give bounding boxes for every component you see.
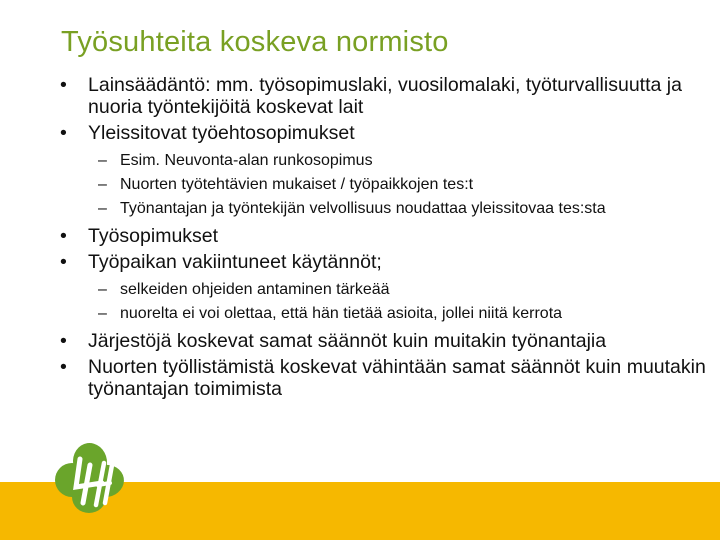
sub-bullet-marker: – — [98, 176, 107, 193]
bullet-marker: • — [60, 356, 67, 378]
bullet-text: Nuorten työllistämistä koskevat vähintään samat säännöt kuin muutakin työnantajan toimimista — [88, 356, 706, 400]
sub-bullet-text: Työnantajan ja työntekijän velvollisuus noudattaa yleissitovaa tes:sta — [120, 200, 606, 217]
bullet-marker: • — [60, 251, 67, 273]
sub-bullet-text: Nuorten työtehtävien mukaiset / työpaikkojen tes:t — [120, 176, 474, 193]
bullet-text: Työsopimukset — [88, 225, 219, 247]
bullet-marker: • — [60, 122, 67, 144]
bullet-text: Työpaikan vakiintuneet käytännöt; — [88, 251, 382, 273]
bullet-text: Yleissitovat työehtosopimukset — [88, 122, 355, 144]
bullet-text: Järjestöjä koskevat samat säännöt kuin muitakin työnantajia — [88, 330, 607, 352]
sub-bullet-item — [60, 175, 710, 194]
bullet-item — [60, 330, 648, 352]
sub-bullet-marker: – — [98, 152, 107, 169]
sub-bullet-marker: – — [98, 200, 107, 217]
bullet-item — [60, 225, 710, 247]
bullet-item — [60, 356, 710, 400]
sub-bullet-item — [60, 199, 705, 218]
slide-content — [60, 74, 710, 400]
sub-bullet-item — [60, 304, 710, 323]
bullet-item — [60, 74, 710, 118]
bullet-marker: • — [60, 330, 67, 352]
sub-bullet-text: Esim. Neuvonta-alan runkosopimus — [120, 152, 373, 169]
sub-bullet-item — [60, 151, 710, 170]
4h-clover-logo-icon — [50, 439, 130, 519]
bullet-text: Lainsäädäntö: mm. työsopimuslaki, vuosilomalaki, työturvallisuutta ja nuoria työntekijöitä koskevat lait — [88, 74, 682, 118]
sub-bullet-marker: – — [98, 281, 107, 298]
sub-bullet-text: nuorelta ei voi olettaa, että hän tietää asioita, jollei niitä kerrota — [120, 305, 563, 322]
sub-bullet-item — [60, 280, 710, 299]
bullet-marker: • — [60, 225, 67, 247]
sub-bullet-marker: – — [98, 305, 107, 322]
sub-bullet-text: selkeiden ohjeiden antaminen tärkeää — [120, 281, 390, 298]
slide-title: Työsuhteita koskeva normisto — [61, 26, 449, 58]
bullet-item — [60, 251, 710, 273]
bullet-item — [60, 122, 710, 144]
bullet-marker: • — [60, 74, 67, 96]
